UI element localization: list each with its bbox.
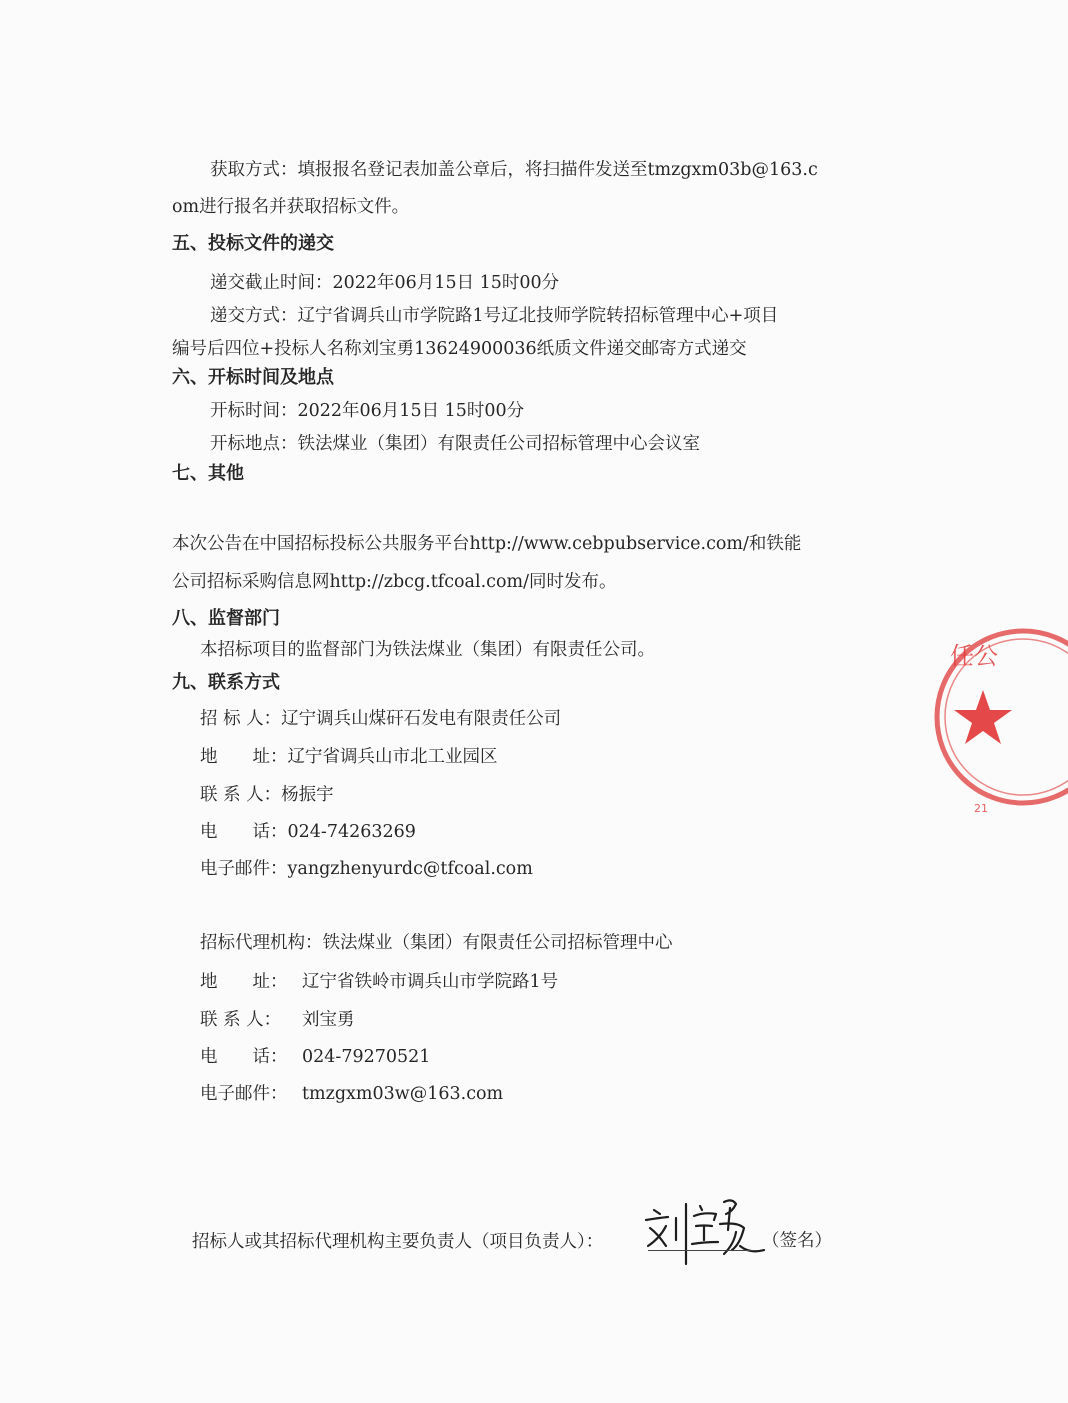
tenderer-phone-value: 024-74263269 [287, 822, 416, 842]
tenderer-address-row [200, 745, 498, 769]
tenderer-phone-label: 电 话： [200, 822, 288, 842]
agency-contact-value: 刘宝勇 [302, 1010, 355, 1030]
seal-text: 任公 [950, 642, 998, 670]
agency-phone-row [200, 1045, 430, 1069]
opening-time: 开标时间：2022年06月15日 15时00分 [210, 401, 525, 421]
signature-label: 招标人或其招标代理机构主要负责人（项目负责人）： [192, 1232, 604, 1252]
submission-method-line-1: 递交方式：辽宁省调兵山市学院路1号辽北技师学院转招标管理中心+项目 [210, 306, 779, 326]
agency-email-label: 电子邮件： [200, 1084, 288, 1104]
agency-email-row [200, 1082, 503, 1106]
acquire-line-2: om进行报名并获取招标文件。 [172, 197, 410, 217]
agency-contact-row [200, 1008, 355, 1032]
publication-line-2: 公司招标采购信息网http://zbcg.tfcoal.com/同时发布。 [172, 572, 617, 592]
supervision-text: 本招标项目的监督部门为铁法煤业（集团）有限责任公司。 [200, 640, 655, 660]
tenderer-name-value: 辽宁调兵山煤矸石发电有限责任公司 [281, 709, 562, 729]
tenderer-phone-row [200, 820, 416, 844]
section-9-heading: 九、联系方式 [172, 672, 280, 693]
seal-digits: 21 [974, 802, 988, 815]
agency-email-value: tmzgxm03w@163.com [302, 1084, 504, 1104]
section-5-heading: 五、投标文件的递交 [172, 233, 334, 254]
signature-suffix: （签名） [762, 1231, 832, 1251]
company-seal [928, 612, 1068, 828]
tenderer-address-label: 地 址： [200, 747, 288, 767]
agency-name-label: 招标代理机构： [200, 933, 323, 953]
submission-method-line-2: 编号后四位+投标人名称刘宝勇13624900036纸质文件递交邮寄方式递交 [172, 339, 747, 359]
opening-place: 开标地点：铁法煤业（集团）有限责任公司招标管理中心会议室 [210, 434, 700, 454]
publication-line-1: 本次公告在中国招标投标公共服务平台http://www.cebpubservice.com/和铁能 [172, 534, 802, 554]
tenderer-contact-value: 杨振宇 [281, 785, 334, 805]
submission-deadline: 递交截止时间：2022年06月15日 15时00分 [210, 273, 560, 293]
tenderer-name-row [200, 707, 561, 731]
tenderer-contact-label: 联 系 人： [200, 785, 282, 805]
tenderer-name-label: 招 标 人： [200, 709, 282, 729]
tenderer-contact-row [200, 783, 334, 807]
tenderer-address-value: 辽宁省调兵山市北工业园区 [287, 747, 498, 767]
agency-phone-value: 024-79270521 [302, 1047, 431, 1067]
seal-star-icon [954, 690, 1012, 744]
agency-phone-label: 电 话： [200, 1047, 288, 1067]
acquire-line-1: 获取方式：填报报名登记表加盖公章后，将扫描件发送至tmzgxm03b@163.c [210, 160, 818, 180]
agency-address-label: 地 址： [200, 972, 288, 992]
section-8-heading: 八、监督部门 [172, 608, 280, 629]
section-7-heading: 七、其他 [172, 463, 244, 484]
agency-contact-label: 联 系 人： [200, 1010, 282, 1030]
tenderer-email-label: 电子邮件： [200, 859, 288, 879]
tenderer-email-value: yangzhenyurdc@tfcoal.com [287, 859, 533, 879]
agency-name-row [200, 931, 673, 955]
signature-underline [648, 1250, 756, 1251]
agency-name-value: 铁法煤业（集团）有限责任公司招标管理中心 [322, 933, 673, 953]
agency-address-value: 辽宁省铁岭市调兵山市学院路1号 [302, 972, 559, 992]
tenderer-email-row [200, 857, 533, 881]
agency-address-row [200, 970, 558, 994]
section-6-heading: 六、开标时间及地点 [172, 367, 334, 388]
handwritten-signature [640, 1188, 770, 1266]
